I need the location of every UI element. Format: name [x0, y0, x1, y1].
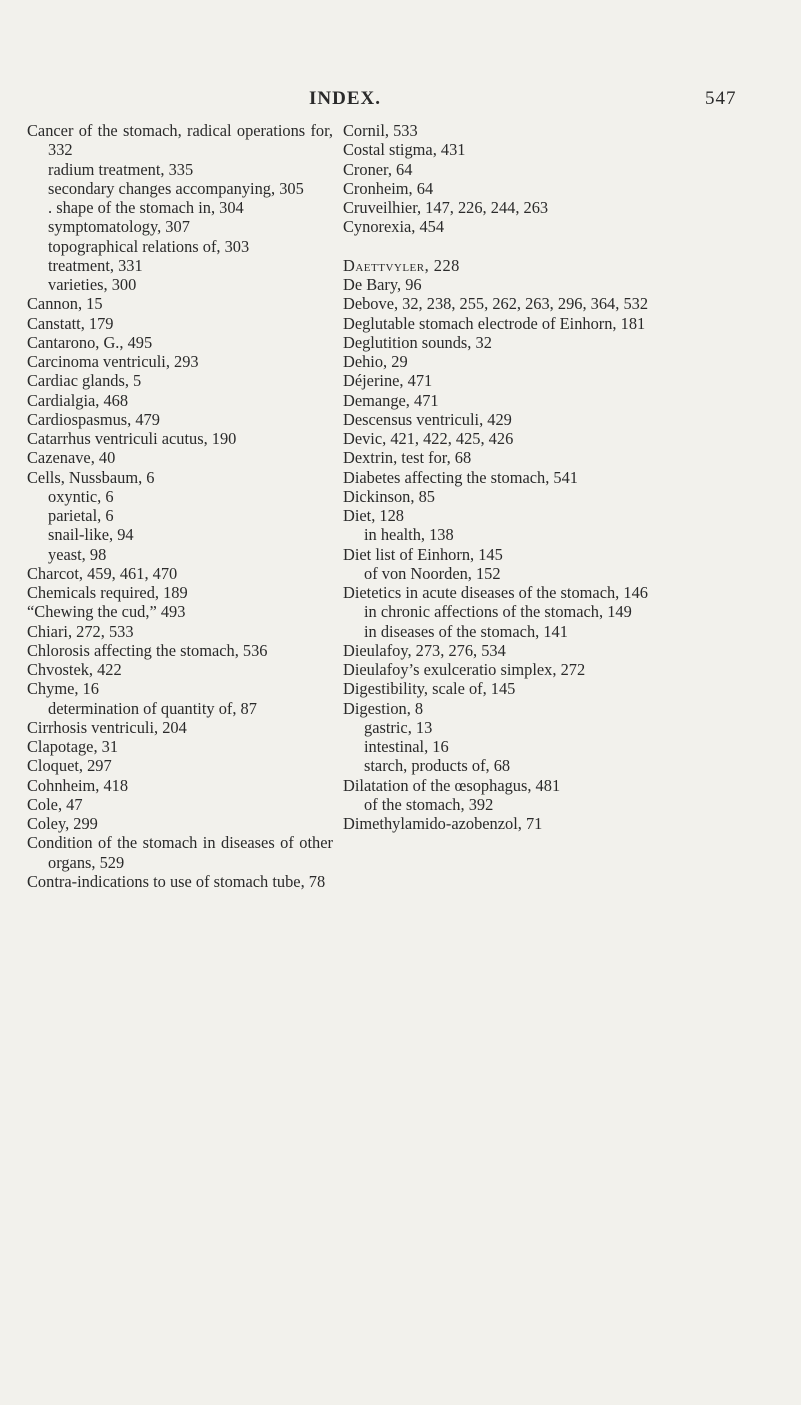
index-entry: Dimethylamido-azobenzol, 71 — [343, 814, 543, 833]
section-gap — [343, 237, 651, 256]
index-subentry: yeast, 98 — [48, 544, 107, 564]
index-entry: Digestibility, scale of, 145 — [343, 679, 516, 699]
index-entry: Cantarono, G., 495 — [27, 332, 153, 352]
index-entry: Déjerine, 471 — [343, 371, 433, 391]
index-entry: Diet list of Einhorn, 145 — [343, 544, 503, 564]
index-entry: De Bary, 96 — [343, 275, 422, 294]
page-number: 547 — [705, 88, 737, 109]
index-subentry: parietal, 6 — [48, 506, 114, 525]
index-subentry: of von Noorden, 152 — [364, 563, 501, 583]
index-entry: Chyme, 16 — [27, 679, 99, 699]
index-subentry: . shape of the stomach in, 304 — [48, 198, 244, 217]
index-entry: Croner, 64 — [343, 159, 413, 179]
index-entry: Cohnheim, 418 — [27, 775, 129, 795]
index-subentry: radium treatment, 335 — [48, 159, 194, 179]
index-subentry: determination of quantity of, 87 — [48, 698, 257, 718]
index-entry: Clapotage, 31 — [27, 737, 119, 756]
index-subentry: starch, products of, 68 — [364, 756, 511, 776]
index-entry: Cynorexia, 454 — [343, 217, 445, 237]
index-subentry: varieties, 300 — [48, 275, 137, 294]
index-entry: Cannon, 15 — [27, 294, 103, 314]
index-subentry: in diseases of the stomach, 141 — [364, 621, 568, 641]
index-entry: Descensus ventriculi, 429 — [343, 409, 512, 429]
index-entry: Cronheim, 64 — [343, 178, 434, 198]
index-entry: Dieulafoy’s exulceratio simplex, 272 — [343, 660, 586, 679]
index-entry: Catarrhus ventriculi acutus, 190 — [27, 429, 237, 448]
index-column-right — [343, 121, 651, 833]
index-entry: Chiari, 272, 533 — [27, 621, 134, 641]
index-subentry: treatment, 331 — [48, 255, 143, 275]
index-entry: Cloquet, 297 — [27, 756, 112, 776]
index-entry: Digestion, 8 — [343, 698, 424, 718]
index-entry: Cirrhosis ventriculi, 204 — [27, 717, 187, 737]
index-entry: Dickinson, 85 — [343, 486, 435, 506]
index-entry: Deglutition sounds, 32 — [343, 332, 492, 352]
index-entry: Cornil, 533 — [343, 121, 418, 140]
index-entry: Debove, 32, 238, 255, 262, 263, 296, 364, 532 — [343, 294, 649, 314]
index-entry: Dieulafoy, 273, 276, 534 — [343, 640, 506, 660]
index-entry: Canstatt, 179 — [27, 313, 114, 333]
index-entry: Dehio, 29 — [343, 352, 408, 371]
index-subentry: symptomatology, 307 — [48, 217, 190, 237]
index-subentry: secondary changes accompanying, 305 — [48, 178, 304, 198]
index-entry: Cardiospasmus, 479 — [27, 409, 160, 429]
index-entry: Dextrin, test for, 68 — [343, 448, 472, 468]
index-entry: Charcot, 459, 461, 470 — [27, 563, 178, 583]
index-entry: Deglutable stomach electrode of Einhorn, 181 — [343, 313, 646, 333]
index-entry: Cardiac glands, 5 — [27, 371, 142, 391]
index-entry: Condition of the stomach in diseases of other organs, 529 — [27, 833, 333, 872]
index-subentry: in health, 138 — [364, 525, 454, 545]
index-entry: Cells, Nussbaum, 6 — [27, 467, 155, 487]
index-subentry: oxyntic, 6 — [48, 486, 114, 506]
index-entry: Cancer of the stomach, radical operations for, 332 — [27, 121, 333, 160]
index-entry: Dietetics in acute diseases of the stomach, 146 — [343, 583, 648, 602]
index-entry: Cruveilhier, 147, 226, 244, 263 — [343, 198, 549, 217]
index-entry: Costal stigma, 431 — [343, 140, 466, 160]
index-entry: Dilatation of the œsophagus, 481 — [343, 775, 561, 795]
index-entry: Coley, 299 — [27, 814, 98, 833]
index-entry: Diet, 128 — [343, 506, 405, 525]
index-subentry: of the stomach, 392 — [364, 794, 494, 814]
index-subentry: gastric, 13 — [364, 717, 433, 737]
index-entry: “Chewing the cud,” 493 — [27, 602, 186, 622]
index-subentry: topographical relations of, 303 — [48, 236, 250, 256]
page-header — [0, 88, 801, 118]
index-entry: Cazenave, 40 — [27, 448, 116, 468]
index-entry: Chemicals required, 189 — [27, 583, 188, 602]
index-entry: Demange, 471 — [343, 390, 439, 410]
index-entry: Cardialgia, 468 — [27, 390, 129, 410]
page-title: INDEX. — [309, 88, 381, 109]
index-subentry: snail-like, 94 — [48, 525, 134, 545]
index-entry: Devic, 421, 422, 425, 426 — [343, 429, 514, 448]
index-entry: Diabetes affecting the stomach, 541 — [343, 467, 579, 487]
index-entry: Cole, 47 — [27, 794, 83, 814]
index-subentry: in chronic affections of the stomach, 149 — [364, 602, 632, 622]
index-column-left — [27, 121, 333, 891]
index-entry: Carcinoma ventriculi, 293 — [27, 352, 199, 371]
index-entry: Daettvyler, 228 — [343, 255, 460, 275]
index-subentry: intestinal, 16 — [364, 737, 449, 756]
index-entry: Chvostek, 422 — [27, 660, 122, 679]
index-entry: Chlorosis affecting the stomach, 536 — [27, 640, 268, 660]
index-entry: Contra-indications to use of stomach tube, 78 — [27, 871, 326, 891]
